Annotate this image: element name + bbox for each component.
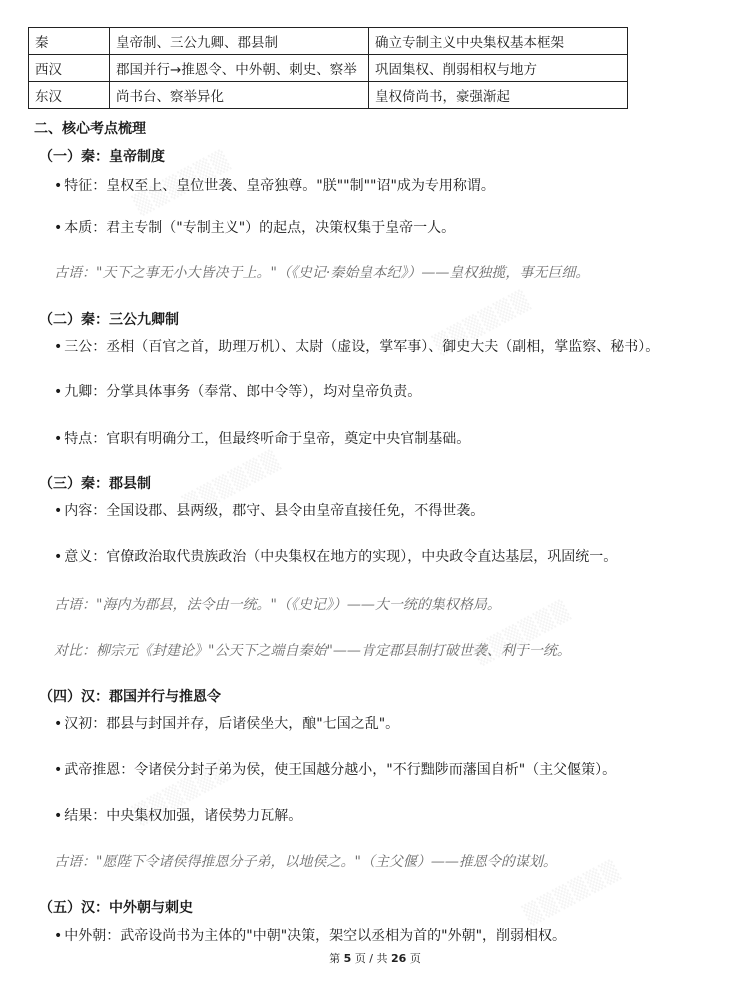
bullet-item [54,925,566,945]
quote-text: 古语："愿陛下令诸侯得推恩分子弟，以地侯之。"（主父偃）——推恩令的谋划。 [54,854,557,870]
bullet-icon: • [54,503,63,519]
bullet-icon: • [54,716,63,732]
footer-prefix: 第 [329,952,341,965]
bullet-icon: • [54,808,63,824]
table-cell: 秦 [29,28,110,55]
table-cell: 皇权倚尚书，豪强渐起 [369,82,628,109]
bullet-text: 意义：官僚政治取代贵族政治（中央集权在地方的实现），中央政令直达基层，巩固统一。 [64,549,618,565]
bullet-item [54,713,399,733]
bullet-icon: • [54,178,63,194]
quote-text: 古语："海内为郡县，法令由一统。"（《史记》）——大一统的集权格局。 [54,597,501,613]
footer-middle: 页 / 共 [354,952,388,965]
table-cell: 巩固集权、削弱相权与地方 [369,55,628,82]
bullet-text: 九卿：分掌具体事务（奉常、郎中令等），均对皇帝负责。 [64,384,422,400]
bullet-icon: • [54,431,63,447]
bullet-icon: • [54,384,63,400]
bullet-item [54,175,495,195]
table-cell: 西汉 [29,55,110,82]
bullet-text: 内容：全国设郡、县两级，郡守、县令由皇帝直接任免，不得世袭。 [64,503,485,519]
subsection-title: （三）秦：郡县制 [39,476,151,492]
quote-text: 对比：柳宗元《封建论》"公天下之端自秦始"——肯定郡县制打破世袭、利于一统。 [54,643,571,659]
table-cell: 尚书台、察举异化 [110,82,369,109]
bullet-item [54,546,617,566]
page-number: 5 [343,952,352,965]
section-title: 二、核心考点梳理 [34,121,146,137]
bullet-icon: • [54,339,63,355]
bullet-text: 本质：君主专制（"专制主义"）的起点，决策权集于皇帝一人。 [64,220,456,236]
bullet-item [54,759,616,779]
bullet-text: 中外朝：武帝设尚书为主体的"中朝"决策，架空以丞相为首的"外朝"，削弱相权。 [64,928,567,944]
table-cell: 东汉 [29,82,110,109]
bullet-text: 汉初：郡县与封国并存，后诸侯坐大，酿"七国之乱"。 [64,716,400,732]
bullet-item [54,500,484,520]
bullet-icon: • [54,928,63,944]
bullet-icon: • [54,762,63,778]
bullet-item [54,336,659,356]
bullet-text: 结果：中央集权加强，诸侯势力瓦解。 [64,808,303,824]
bullet-icon: • [54,549,63,565]
bullet-item [54,805,302,825]
table-cell: 皇帝制、三公九卿、郡县制 [110,28,369,55]
bullet-icon: • [54,220,63,236]
subsection-title: （四）汉：郡国并行与推恩令 [39,689,221,705]
table-cell: 郡国并行→推恩令、中外朝、刺史、察举 [110,55,369,82]
bullet-text: 特征：皇权至上、皇位世袭、皇帝独尊。"朕""制""诏"成为专用称谓。 [64,178,495,194]
bullet-text: 三公：丞相（百官之首，助理万机）、太尉（虚设，掌军事）、御史大夫（副相，掌监察、秘书）。 [64,339,660,355]
subsection-title: （一）秦：皇帝制度 [39,149,165,165]
bullet-item [54,381,421,401]
summary-table [28,27,628,109]
subsection-title: （五）汉：中外朝与刺史 [39,900,193,916]
quote-text: 古语："天下之事无小大皆决于上。"（《史记·秦始皇本纪》）——皇权独揽，事无巨细。 [54,265,590,281]
bullet-text: 特点：官职有明确分工，但最终听命于皇帝，奠定中央官制基础。 [64,431,471,447]
total-pages: 26 [391,952,407,965]
table-row [29,28,628,55]
table-row [29,55,628,82]
bullet-item [54,217,455,237]
bullet-item [54,428,470,448]
page-footer [0,950,750,966]
bullet-text: 武帝推恩：令诸侯分封子弟为侯，使王国越分越小，"不行黜陟而藩国自析"（主父偃策）。 [64,762,617,778]
subsection-title: （二）秦：三公九卿制 [39,312,179,328]
table-row [29,82,628,109]
table-cell: 确立专制主义中央集权基本框架 [369,28,628,55]
footer-suffix: 页 [409,952,421,965]
